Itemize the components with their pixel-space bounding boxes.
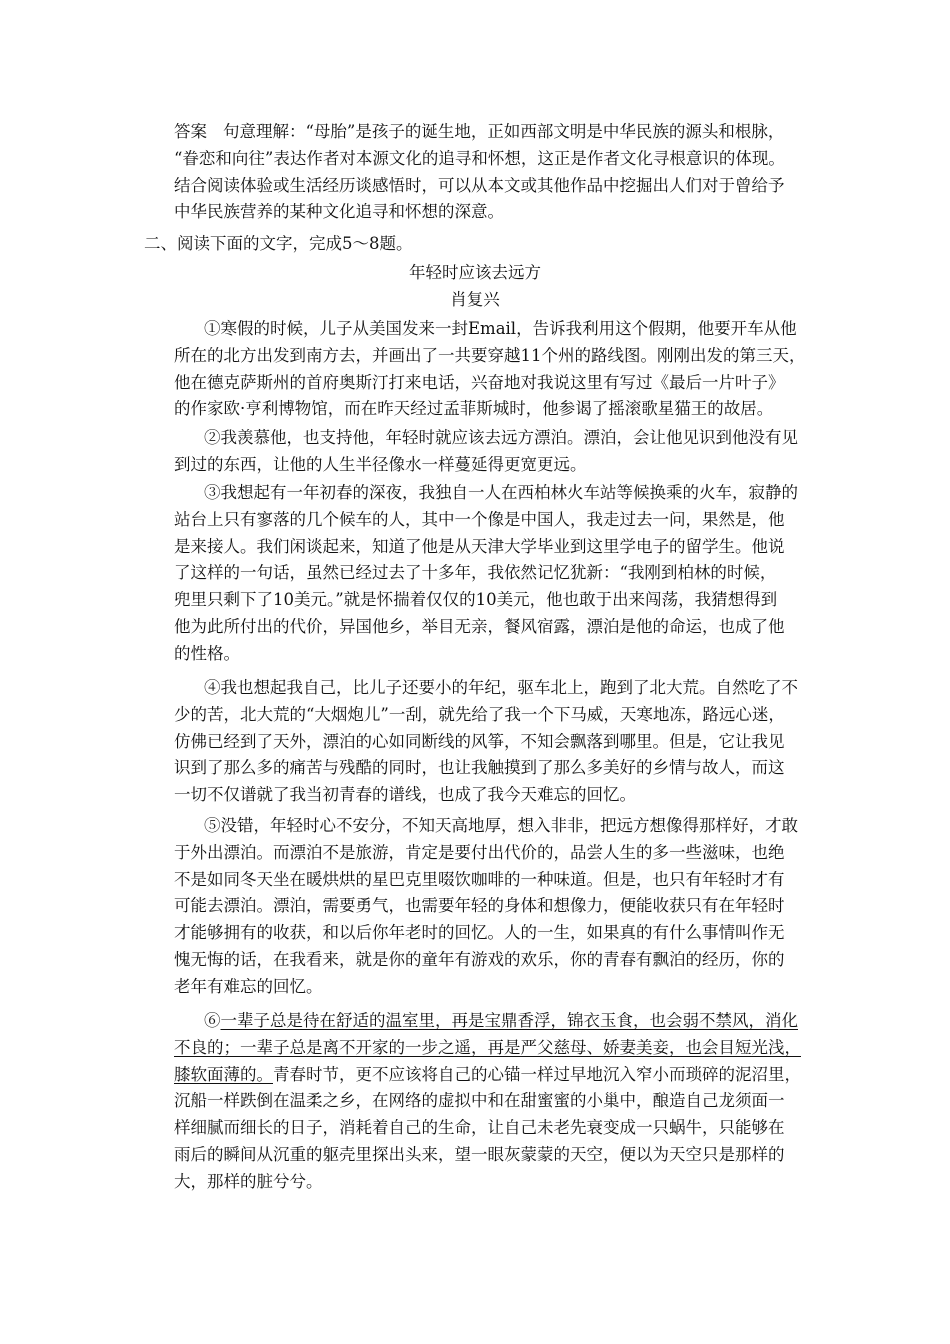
answer-line-3: 结合阅读体验或生活经历谈感悟时，可以从本文或其他作品中挖掘出人们对于曾给予 [174, 175, 785, 195]
paragraph-text: 青春时节，更不应该将自己的心锚一样过早地沉入窄小而琐碎的泥沼里， [273, 1064, 801, 1084]
paragraph-line: ②我羡慕他，也支持他，年轻时就应该去远方漂泊。漂泊，会让他见识到他没有见 [204, 428, 798, 447]
paragraph-line: 愧无悔的话，在我看来，就是你的童年有游戏的欢乐，你的青春有飘泊的经历，你的 [174, 949, 785, 969]
paragraph-line: 少的苦，北大荒的“大烟炮儿”一刮，就先给了我一个下马威，天寒地冻，路远心迷， [174, 704, 785, 724]
paragraph-line: 雨后的瞬间从沉重的躯壳里探出头来，望一眼灰蒙蒙的天空，便以为天空只是那样的 [174, 1144, 785, 1164]
answer-line-4: 中华民族营养的某种文化追寻和怀想的深意。 [174, 202, 504, 222]
paragraph-4 [174, 675, 814, 809]
paragraph-line: 样细腻而细长的日子，消耗着自己的生命，让自己未老先衰变成一只蜗牛，只能够在 [174, 1118, 785, 1138]
paragraph-number: ⑥ [204, 1011, 221, 1030]
paragraph-line: 不是如同冬天坐在暖烘烘的星巴克里啜饮咖啡的一种味道。但是，也只有年轻时才有 [174, 869, 785, 889]
paragraph-2 [174, 425, 814, 479]
paragraph-line: 可能去漂泊。漂泊，需要勇气，也需要年轻的身体和想像力，便能收获只有在年轻时 [174, 896, 785, 916]
paragraph-line: 到过的东西，让他的人生半径像水一样蔓延得更宽更远。 [174, 454, 587, 474]
paragraph-line [174, 1062, 814, 1089]
paragraph-line: 所在的北方出发到南方去，并画出了一共要穿越11个州的路线图。刚刚出发的第三天， [174, 345, 806, 365]
answer-line-2: “眷恋和向往”表达作者对本源文化的追寻和怀想，这正是作者文化寻根意识的体现。 [174, 148, 785, 168]
paragraph-line: ④我也想起我自己，比儿子还要小的年纪，驱车北上，跑到了北大荒。自然吃了不 [204, 678, 798, 697]
paragraph-line: ①寒假的时候，儿子从美国发来一封Email，告诉我利用这个假期，他要开车从他 [204, 319, 797, 338]
section-heading: 二、阅读下面的文字，完成5～8题。 [144, 234, 413, 253]
paragraph-line: 大，那样的脏兮兮。 [174, 1171, 323, 1191]
article-author: 肖复兴 [450, 290, 500, 309]
article-title: 年轻时应该去远方 [409, 263, 541, 282]
paragraph-line: 于外出漂泊。而漂泊不是旅游，肯定是要付出代价的，品尝人生的多一些滋味，也绝 [174, 842, 785, 862]
paragraph-line: 识到了那么多的痛苦与残酷的同时，也让我触摸到了那么多美好的乡情与故人，而这 [174, 758, 785, 778]
paragraph-line: ⑤没错，年轻时心不安分，不知天高地厚，想入非非，把远方想像得那样好，才敢 [204, 816, 798, 835]
paragraph-line [174, 1035, 814, 1062]
answer-block [174, 119, 814, 226]
paragraph-6 [174, 1008, 814, 1196]
paragraph-line [174, 1008, 814, 1035]
answer-label: 答案 [174, 122, 207, 141]
underlined-sentence: 膝软面薄的。 [174, 1064, 273, 1084]
paragraph-line: 他在德克萨斯州的首府奥斯汀打来电话，兴奋地对我说这里有写过《最后一片叶子》 [174, 372, 785, 392]
paragraph-3 [174, 480, 814, 668]
paragraph-1 [174, 316, 814, 423]
answer-line-1 [174, 119, 814, 146]
paragraph-line: 的性格。 [174, 643, 240, 663]
underlined-sentence: 一辈子总是待在舒适的温室里，再是宝鼎香浮，锦衣玉食，也会弱不禁风，消化 [220, 1011, 798, 1030]
paragraph-line: ③我想起有一年初春的深夜，我独自一人在西柏林火车站等候换乘的火车，寂静的 [204, 483, 798, 502]
paragraph-line: 一切不仅谱就了我当初青春的谱线，也成了我今天难忘的回忆。 [174, 785, 636, 805]
underlined-sentence: 不良的；一辈子总是离不开家的一步之遥，再是严父慈母、娇妻美妾，也会目短光浅， [174, 1037, 801, 1057]
paragraph-line: 站台上只有寥落的几个候车的人，其中一个像是中国人，我走过去一问，果然是，他 [174, 509, 785, 529]
paragraph-line: 才能够拥有的收获，和以后你年老时的回忆。人的一生，如果真的有什么事情叫作无 [174, 923, 785, 943]
paragraph-line: 他为此所付出的代价，异国他乡，举目无亲，餐风宿露，漂泊是他的命运，也成了他 [174, 616, 785, 636]
paragraph-line: 老年有难忘的回忆。 [174, 976, 323, 996]
paragraph-line: 了这样的一句话，虽然已经过去了十多年，我依然记忆犹新：“我刚到柏林的时候， [174, 563, 777, 583]
paragraph-line: 是来接人。我们闲谈起来，知道了他是从天津大学毕业到这里学电子的留学生。他说 [174, 536, 785, 556]
paragraph-5 [174, 813, 814, 1001]
paragraph-line: 的作家欧·亨利博物馆，而在昨天经过孟菲斯城时，他参谒了摇滚歌星猫王的故居。 [174, 399, 774, 419]
paragraph-line: 兜里只剩下了10美元。”就是怀揣着仅仅的10美元，他也敢于出来闯荡，我猜想得到 [174, 590, 778, 610]
paragraph-line: 仿佛已经到了天外，漂泊的心如同断线的风筝，不知会飘落到哪里。但是，它让我见 [174, 731, 785, 751]
paragraph-line: 沉船一样跌倒在温柔之乡，在网络的虚拟中和在甜蜜蜜的小巢中，酿造自己龙须面一 [174, 1091, 785, 1111]
answer-text: 句意理解：“母胎”是孩子的诞生地，正如西部文明是中华民族的源头和根脉， [223, 122, 785, 141]
